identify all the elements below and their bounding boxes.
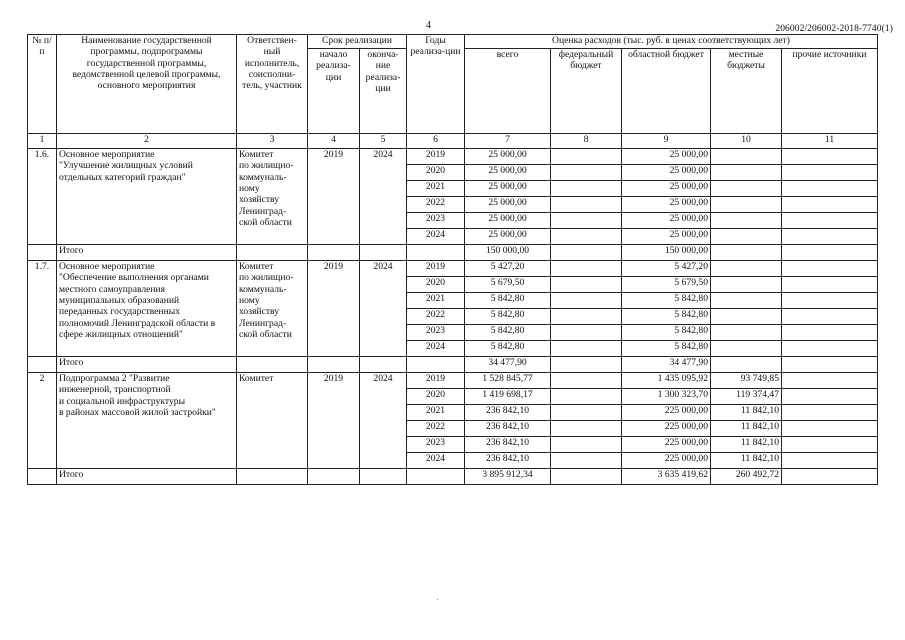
total-federal-cell: [551, 469, 622, 485]
scan-dot: [437, 599, 438, 600]
local-cell: [711, 309, 782, 325]
federal-cell: [551, 325, 622, 341]
total-cell: 236 842,10: [465, 421, 551, 437]
period-start: 2019: [308, 149, 360, 245]
activity-name-line: переданных государственных: [59, 306, 181, 318]
federal-cell: [551, 341, 622, 357]
federal-cell: [551, 389, 622, 405]
executor-line: ному: [239, 182, 260, 194]
total-cell: 25 000,00: [465, 149, 551, 165]
header-start: начало реализа-ции: [308, 49, 360, 134]
year-cell: 2019: [407, 149, 465, 165]
regional-cell: 5 842,80: [622, 293, 711, 309]
regional-cell: 25 000,00: [622, 213, 711, 229]
executor-line: ской области: [239, 216, 292, 228]
total-cell: 5 842,80: [465, 325, 551, 341]
total-cell: 236 842,10: [465, 453, 551, 469]
table-row: [28, 373, 878, 389]
col-num: 5: [360, 134, 407, 149]
header-years: Годы реализа-ции: [407, 35, 465, 134]
other-cell: [782, 341, 878, 357]
total-cell: 5 842,80: [465, 341, 551, 357]
year-cell: 2022: [407, 197, 465, 213]
col-num: 2: [57, 134, 237, 149]
other-cell: [782, 389, 878, 405]
federal-cell: [551, 405, 622, 421]
federal-cell: [551, 293, 622, 309]
executor-line: по жилищно-: [239, 272, 294, 284]
local-cell: [711, 261, 782, 277]
regional-cell: 25 000,00: [622, 197, 711, 213]
column-number-row: [28, 134, 878, 149]
total-cell: 25 000,00: [465, 197, 551, 213]
local-cell: [711, 213, 782, 229]
federal-cell: [551, 453, 622, 469]
local-cell: [711, 229, 782, 245]
executor-line: Комитет: [239, 149, 274, 160]
total-cell: 5 842,80: [465, 309, 551, 325]
executor-line: по жилищно-: [239, 160, 294, 172]
total-regional-cell: 3 635 419,62: [622, 469, 711, 485]
total-federal-cell: [551, 245, 622, 261]
total-label: Итого: [57, 469, 237, 485]
total-cell: 236 842,10: [465, 437, 551, 453]
local-cell: [711, 341, 782, 357]
total-label: Итого: [57, 245, 237, 261]
year-cell: 2022: [407, 421, 465, 437]
total-total-cell: 150 000,00: [465, 245, 551, 261]
header-other: прочие источники: [782, 49, 878, 134]
blank-cell: [237, 245, 308, 261]
local-cell: [711, 165, 782, 181]
header-total: всего: [465, 49, 551, 134]
year-cell: 2020: [407, 389, 465, 405]
executor-line: Комитет: [239, 261, 274, 272]
local-cell: 119 374,47: [711, 389, 782, 405]
other-cell: [782, 181, 878, 197]
year-cell: 2022: [407, 309, 465, 325]
activity-name-line: местного самоуправления: [59, 283, 166, 295]
local-cell: 11 842,10: [711, 405, 782, 421]
period-end: 2024: [360, 373, 407, 469]
total-cell: 1 528 845,77: [465, 373, 551, 389]
total-total-cell: 34 477,90: [465, 357, 551, 373]
total-regional-cell: 34 477,90: [622, 357, 711, 373]
other-cell: [782, 437, 878, 453]
other-cell: [782, 165, 878, 181]
executor-line: Ленинград-: [239, 317, 287, 329]
period-start: 2019: [308, 373, 360, 469]
local-cell: 93 749,85: [711, 373, 782, 389]
local-cell: [711, 197, 782, 213]
header-end: оконча-ние реализа-ции: [360, 49, 407, 134]
activity-name-line: "Улучшение жилищных условий: [59, 160, 193, 172]
year-cell: 2023: [407, 437, 465, 453]
regional-cell: 25 000,00: [622, 181, 711, 197]
other-cell: [782, 373, 878, 389]
federal-cell: [551, 309, 622, 325]
total-total-cell: 3 895 912,34: [465, 469, 551, 485]
header-name: Наименование государственной программы, подпрограммы государственной программы, ведомственной целевой программы, основного мероприятия: [57, 35, 237, 134]
federal-cell: [551, 181, 622, 197]
page-number: 4: [426, 20, 431, 31]
regional-cell: 5 679,50: [622, 277, 711, 293]
regional-cell: 25 000,00: [622, 149, 711, 165]
total-regional-cell: 150 000,00: [622, 245, 711, 261]
blank-cell: [308, 245, 360, 261]
program-budget-table: [27, 34, 878, 485]
other-cell: [782, 325, 878, 341]
blank-cell: [360, 245, 407, 261]
regional-cell: 5 842,80: [622, 341, 711, 357]
blank-cell: [407, 357, 465, 373]
federal-cell: [551, 213, 622, 229]
other-cell: [782, 229, 878, 245]
total-cell: 25 000,00: [465, 165, 551, 181]
regional-cell: 5 842,80: [622, 325, 711, 341]
row-number: 1.6.: [28, 149, 57, 245]
other-cell: [782, 261, 878, 277]
activity-name-line: Основное мероприятие: [59, 149, 155, 160]
federal-cell: [551, 437, 622, 453]
total-federal-cell: [551, 357, 622, 373]
header-executor: Ответствен-ный исполнитель, соисполни-тель, участник: [237, 35, 308, 134]
header-period: Срок реализации: [308, 35, 407, 49]
row-number: 1.7.: [28, 261, 57, 357]
blank-cell: [407, 469, 465, 485]
col-num: 7: [465, 134, 551, 149]
activity-name-line: и социальной инфраструктуры: [59, 395, 186, 407]
other-cell: [782, 277, 878, 293]
col-num: 10: [711, 134, 782, 149]
activity-name-line: "Обеспечение выполнения органами: [59, 272, 209, 284]
total-other-cell: [782, 357, 878, 373]
local-cell: [711, 325, 782, 341]
year-cell: 2021: [407, 293, 465, 309]
table-row: [28, 149, 878, 165]
regional-cell: 225 000,00: [622, 421, 711, 437]
executor-line: ному: [239, 294, 260, 306]
local-cell: [711, 181, 782, 197]
activity-name: [57, 149, 237, 245]
activity-name-line: муниципальных образований: [59, 294, 180, 306]
blank-cell: [237, 357, 308, 373]
activity-name: [57, 373, 237, 469]
regional-cell: 5 842,80: [622, 309, 711, 325]
year-cell: 2019: [407, 261, 465, 277]
header-local: местные бюджеты: [711, 49, 782, 134]
year-cell: 2020: [407, 277, 465, 293]
year-cell: 2021: [407, 405, 465, 421]
total-cell: 5 842,80: [465, 293, 551, 309]
other-cell: [782, 293, 878, 309]
total-label: Итого: [57, 357, 237, 373]
blank-cell: [308, 357, 360, 373]
local-cell: 11 842,10: [711, 421, 782, 437]
other-cell: [782, 421, 878, 437]
federal-cell: [551, 229, 622, 245]
local-cell: 11 842,10: [711, 437, 782, 453]
other-cell: [782, 213, 878, 229]
blank-cell: [28, 245, 57, 261]
executor-line: хозяйству: [239, 194, 280, 206]
executor: [237, 373, 308, 469]
blank-cell: [28, 469, 57, 485]
regional-cell: 225 000,00: [622, 453, 711, 469]
header-federal: федеральный бюджет: [551, 49, 622, 134]
activity-name-line: Подпрограмма 2 "Развитие: [59, 373, 170, 384]
regional-cell: 1 435 095,92: [622, 373, 711, 389]
executor-line: Ленинград-: [239, 205, 287, 217]
activity-name: [57, 261, 237, 357]
activity-name-line: сфере жилищных отношений": [59, 328, 183, 340]
col-num: 9: [622, 134, 711, 149]
year-cell: 2024: [407, 341, 465, 357]
blank-cell: [360, 357, 407, 373]
total-local-cell: [711, 245, 782, 261]
federal-cell: [551, 165, 622, 181]
federal-cell: [551, 197, 622, 213]
period-start: 2019: [308, 261, 360, 357]
total-cell: 5 679,50: [465, 277, 551, 293]
total-row: [28, 469, 878, 485]
regional-cell: 5 427,20: [622, 261, 711, 277]
total-cell: 25 000,00: [465, 181, 551, 197]
other-cell: [782, 405, 878, 421]
year-cell: 2021: [407, 181, 465, 197]
year-cell: 2024: [407, 453, 465, 469]
blank-cell: [407, 245, 465, 261]
col-num: 11: [782, 134, 878, 149]
header-regional: областной бюджет: [622, 49, 711, 134]
blank-cell: [237, 469, 308, 485]
total-other-cell: [782, 469, 878, 485]
executor: [237, 261, 308, 357]
period-end: 2024: [360, 149, 407, 245]
other-cell: [782, 309, 878, 325]
regional-cell: 225 000,00: [622, 405, 711, 421]
year-cell: 2024: [407, 229, 465, 245]
blank-cell: [308, 469, 360, 485]
col-num: 3: [237, 134, 308, 149]
federal-cell: [551, 149, 622, 165]
executor-line: хозяйству: [239, 306, 280, 318]
header-costs: Оценка расходов (тыс. руб. в ценах соответствующих лет): [465, 35, 878, 49]
regional-cell: 25 000,00: [622, 165, 711, 181]
year-cell: 2023: [407, 213, 465, 229]
blank-cell: [360, 469, 407, 485]
federal-cell: [551, 421, 622, 437]
table-row: [28, 261, 878, 277]
total-other-cell: [782, 245, 878, 261]
blank-cell: [28, 357, 57, 373]
total-cell: 1 419 698,17: [465, 389, 551, 405]
local-cell: 11 842,10: [711, 453, 782, 469]
header-num: № п/п: [28, 35, 57, 134]
total-row: [28, 245, 878, 261]
other-cell: [782, 149, 878, 165]
local-cell: [711, 149, 782, 165]
col-num: 4: [308, 134, 360, 149]
col-num: 8: [551, 134, 622, 149]
period-end: 2024: [360, 261, 407, 357]
activity-name-line: отдельных категорий граждан": [59, 171, 186, 183]
total-row: [28, 357, 878, 373]
activity-name-line: Основное мероприятие: [59, 261, 155, 272]
year-cell: 2023: [407, 325, 465, 341]
col-num: 1: [28, 134, 57, 149]
federal-cell: [551, 277, 622, 293]
row-number: 2: [28, 373, 57, 469]
local-cell: [711, 293, 782, 309]
other-cell: [782, 197, 878, 213]
year-cell: 2020: [407, 165, 465, 181]
federal-cell: [551, 373, 622, 389]
total-cell: 236 842,10: [465, 405, 551, 421]
year-cell: 2019: [407, 373, 465, 389]
regional-cell: 225 000,00: [622, 437, 711, 453]
executor-line: ской области: [239, 328, 292, 340]
local-cell: [711, 277, 782, 293]
document-id: 206002/206002-2018-7740(1): [775, 24, 893, 34]
other-cell: [782, 453, 878, 469]
activity-name-line: в районах массовой жилой застройки": [59, 406, 216, 418]
federal-cell: [551, 261, 622, 277]
total-local-cell: 260 492,72: [711, 469, 782, 485]
executor: [237, 149, 308, 245]
total-cell: 25 000,00: [465, 229, 551, 245]
executor-line: Комитет: [239, 373, 274, 384]
regional-cell: 1 300 323,70: [622, 389, 711, 405]
regional-cell: 25 000,00: [622, 229, 711, 245]
total-cell: 25 000,00: [465, 213, 551, 229]
activity-name-line: полномочий Ленинградской области в: [59, 317, 216, 329]
activity-name-line: инженерной, транспортной: [59, 384, 171, 396]
total-local-cell: [711, 357, 782, 373]
executor-line: коммуналь-: [239, 283, 287, 295]
total-cell: 5 427,20: [465, 261, 551, 277]
table-body: [28, 149, 878, 485]
executor-line: коммуналь-: [239, 171, 287, 183]
col-num: 6: [407, 134, 465, 149]
